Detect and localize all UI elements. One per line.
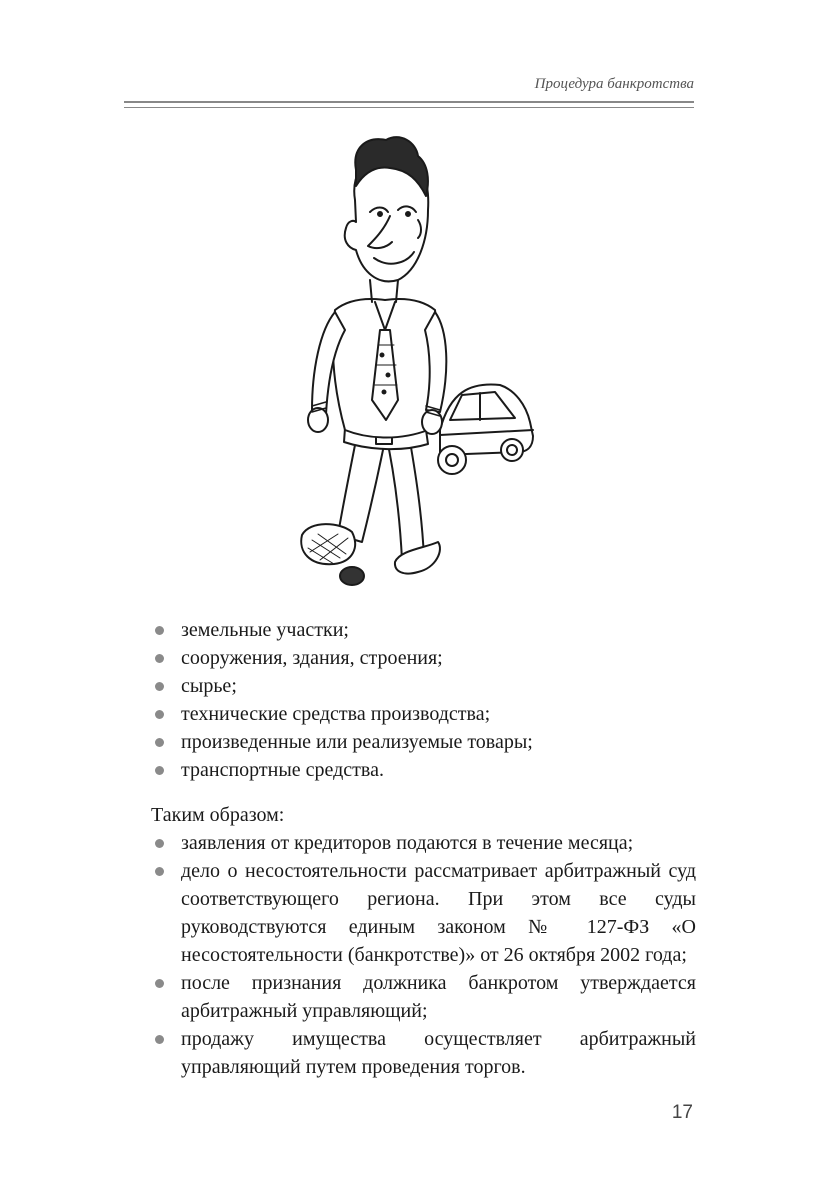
running-head-title: Процедура банкротства bbox=[534, 76, 694, 92]
list-item: дело о несостоятельности рассматривает арбитражный суд соответствующего региона. При этом все суды руководствуются единым законом № 127-ФЗ «О несостоятельности (банкротстве)» от 26 октября 2002 года; bbox=[151, 857, 696, 969]
list-item: сооружения, здания, строения; bbox=[151, 644, 696, 672]
list-item: после признания должника банкротом утверждается арбитражный управляющий; bbox=[151, 969, 696, 1025]
car-icon bbox=[438, 385, 533, 474]
list-item: земельные участки; bbox=[151, 616, 696, 644]
summary-list bbox=[151, 829, 696, 1081]
header-rule-thin bbox=[124, 107, 694, 108]
list-item: произведенные или реализуемые товары; bbox=[151, 728, 696, 756]
cartoon-man-walking-with-car-icon bbox=[290, 130, 540, 600]
page-number: 17 bbox=[671, 1102, 693, 1123]
list-item: продажу имущества осуществляет арбитражный управляющий путем проведения торгов. bbox=[151, 1025, 696, 1081]
header-rule-thick bbox=[124, 101, 694, 103]
list-item: сырье; bbox=[151, 672, 696, 700]
list-item: технические средства производства; bbox=[151, 700, 696, 728]
summary-intro: Таким образом: bbox=[151, 804, 285, 826]
list-item: заявления от кредиторов подаются в течение месяца; bbox=[151, 829, 696, 857]
assets-list bbox=[151, 616, 696, 784]
list-item: транспортные средства. bbox=[151, 756, 696, 784]
